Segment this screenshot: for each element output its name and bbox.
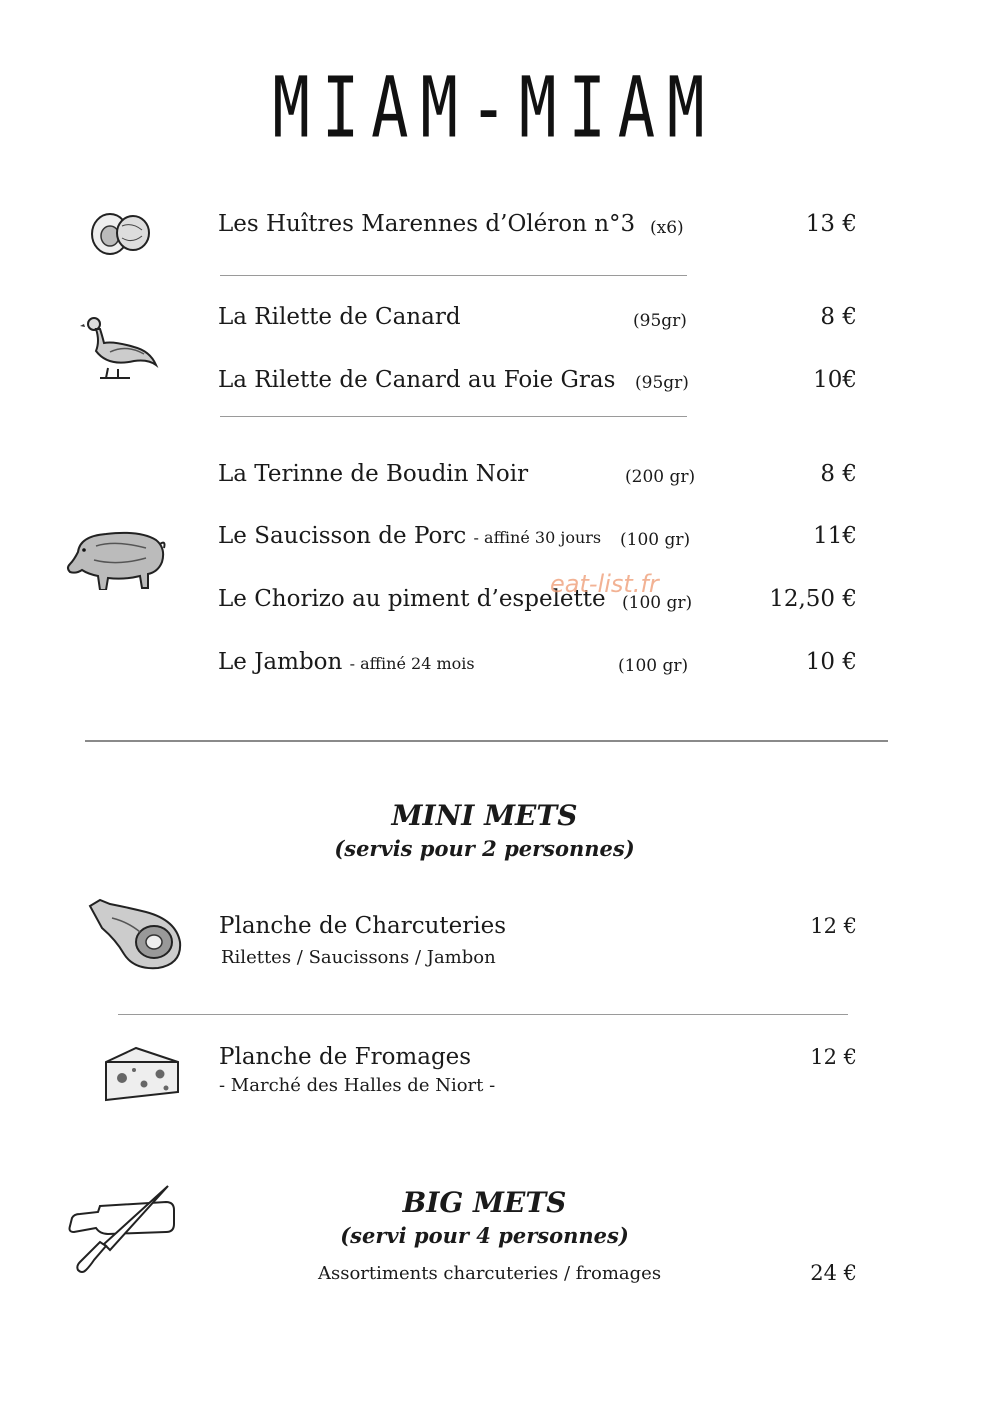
duck-icon	[80, 312, 160, 382]
divider	[118, 1014, 848, 1015]
section-divider	[85, 740, 888, 742]
menu-item-name: Planche de Fromages	[219, 1044, 472, 1070]
menu-item-price: 10€	[813, 367, 857, 393]
divider	[220, 275, 687, 276]
menu-item-name	[218, 523, 601, 549]
menu-item-price: 8 €	[820, 461, 857, 487]
ham-icon	[86, 898, 184, 970]
menu-item-price: 8 €	[820, 304, 857, 330]
menu-item-name: La Rilette de Canard au Foie Gras	[218, 367, 616, 393]
section-title-mini: MINI METS	[391, 799, 578, 832]
section-title-big: BIG METS	[402, 1186, 567, 1219]
oyster-icon	[88, 206, 154, 260]
menu-title: MIAM-MIAM	[272, 58, 717, 157]
menu-item-name: Assortiments charcuteries / fromages	[318, 1263, 662, 1284]
menu-item-qty: (100 gr)	[622, 593, 693, 613]
menu-item-detail: - Marché des Halles de Niort -	[219, 1075, 496, 1096]
cheese-icon	[102, 1044, 182, 1104]
menu-item-name: Le Chorizo au piment d’espelette	[218, 586, 606, 612]
menu-item-price: 11€	[813, 523, 857, 549]
menu-item-qty: (100 gr)	[618, 656, 689, 676]
menu-item-detail: Rilettes / Saucissons / Jambon	[221, 947, 496, 968]
menu-item-price: 12 €	[810, 1045, 857, 1069]
menu-item-name-text: Le Saucisson de Porc	[218, 523, 467, 549]
menu-item-price: 24 €	[810, 1261, 857, 1285]
menu-item-name: Planche de Charcuteries	[219, 913, 507, 939]
menu-item-qty: (95gr)	[633, 311, 687, 331]
menu-item-price: 10 €	[805, 649, 857, 675]
menu-item-name-text: Le Jambon	[218, 649, 343, 675]
menu-item-price: 12,50 €	[769, 586, 857, 612]
menu-item-price: 13 €	[805, 211, 857, 237]
divider	[220, 416, 687, 417]
menu-item-name: La Terinne de Boudin Noir	[218, 461, 529, 487]
watermark: eat-list.fr	[550, 570, 659, 598]
menu-item-qty: (95gr)	[635, 373, 689, 393]
menu-item-qty: (200 gr)	[625, 467, 696, 487]
pig-icon	[66, 524, 168, 590]
menu-item-name	[218, 649, 475, 675]
menu-item-price: 12 €	[810, 914, 857, 938]
section-subtitle-big: (servi pour 4 personnes)	[340, 1223, 629, 1248]
menu-item-name: Les Huîtres Marennes d’Oléron n°3	[218, 211, 636, 237]
menu-item-qty: (x6)	[650, 218, 684, 238]
menu-item-name: La Rilette de Canard	[218, 304, 461, 330]
menu-item-note: - affiné 24 mois	[349, 654, 475, 673]
section-subtitle-mini: (servis pour 2 personnes)	[334, 836, 635, 861]
menu-item-note: - affiné 30 jours	[473, 528, 602, 547]
menu-item-qty: (100 gr)	[620, 530, 691, 550]
